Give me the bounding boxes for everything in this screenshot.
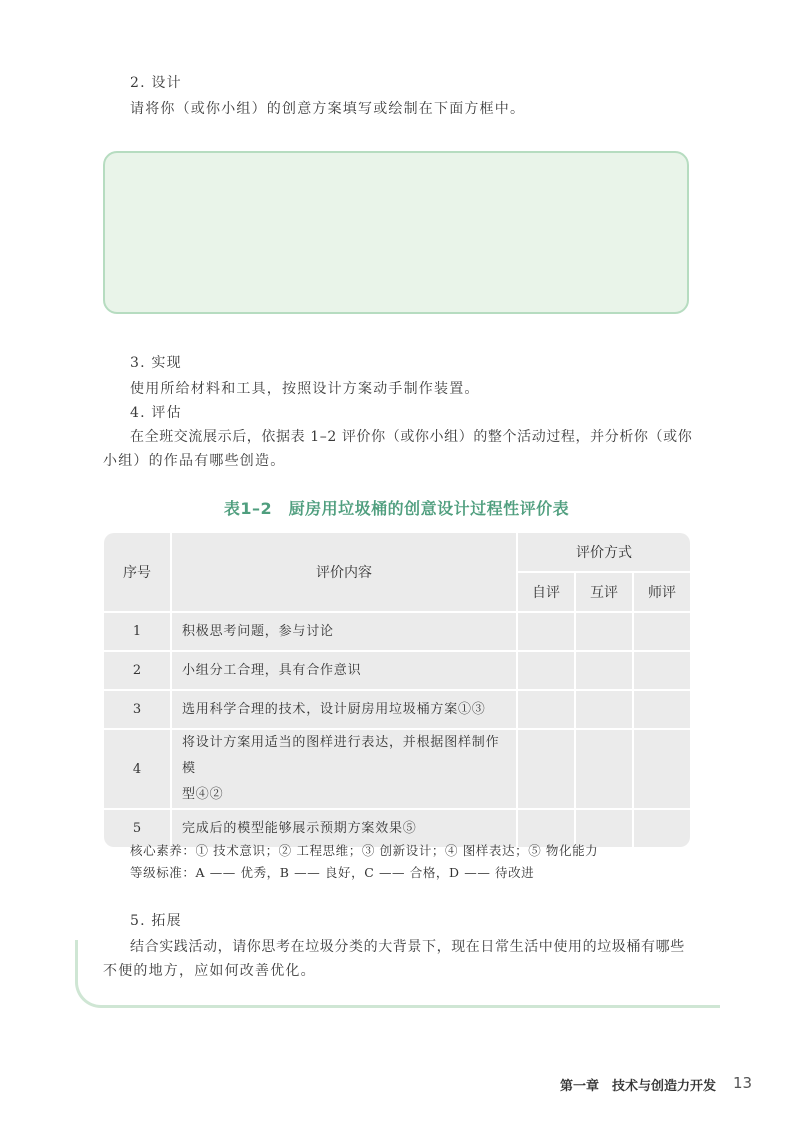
peer-eval-cell[interactable] [576, 613, 632, 650]
table-title: 表1–2 厨房用垃圾桶的创意设计过程性评价表 [223, 499, 570, 518]
self-eval-cell[interactable] [518, 691, 574, 728]
section-2-text: 请将你（或你小组）的创意方案填写或绘制在下面方框中。 [130, 101, 526, 117]
table-row [104, 691, 690, 728]
row-content: 小组分工合理，具有合作意识 [172, 652, 516, 689]
evaluation-table [102, 531, 692, 849]
peer-eval-cell[interactable] [576, 691, 632, 728]
table-row [104, 730, 690, 808]
teacher-eval-cell[interactable] [634, 810, 690, 847]
row-content-line: 型④② [182, 787, 224, 802]
section-5-text-line2: 不便的地方，应如何改善优化。 [103, 963, 316, 979]
header-content: 评价内容 [172, 533, 516, 611]
chapter-label: 第一章 技术与创造力开发 [560, 1079, 717, 1094]
row-content [172, 730, 516, 808]
row-content: 完成后的模型能够展示预期方案效果⑤ [172, 810, 516, 847]
peer-eval-cell[interactable] [576, 730, 632, 808]
grading-standard-note: 等级标准：A —— 优秀，B —— 良好，C —— 合格，D —— 待改进 [130, 865, 535, 880]
section-5-heading: 5. 拓展 [130, 913, 182, 929]
core-literacy-note: 核心素养：① 技术意识；② 工程思维；③ 创新设计；④ 图样表达；⑤ 物化能力 [130, 843, 599, 858]
row-content: 选用科学合理的技术，设计厨房用垃圾桶方案①③ [172, 691, 516, 728]
header-method: 评价方式 [518, 533, 690, 571]
section-4-text-line2: 小组）的作品有哪些创造。 [103, 453, 286, 469]
teacher-eval-cell[interactable] [634, 613, 690, 650]
section-3-text: 使用所给材料和工具，按照设计方案动手制作装置。 [130, 381, 480, 397]
table-row [104, 652, 690, 689]
row-number: 3 [104, 691, 170, 728]
teacher-eval-cell[interactable] [634, 691, 690, 728]
section-4-heading: 4. 评估 [130, 405, 182, 421]
row-number: 2 [104, 652, 170, 689]
teacher-eval-cell[interactable] [634, 652, 690, 689]
header-peer: 互评 [576, 573, 632, 611]
self-eval-cell[interactable] [518, 730, 574, 808]
row-number: 1 [104, 613, 170, 650]
teacher-eval-cell[interactable] [634, 730, 690, 808]
design-answer-box[interactable] [103, 151, 689, 314]
section-4-text-line1: 在全班交流展示后，依据表 1–2 评价你（或你小组）的整个活动过程，并分析你（或你 [130, 429, 693, 445]
section-3-heading: 3. 实现 [130, 355, 182, 371]
row-number: 4 [104, 730, 170, 808]
table-row [104, 613, 690, 650]
self-eval-cell[interactable] [518, 652, 574, 689]
row-content: 积极思考问题，参与讨论 [172, 613, 516, 650]
header-self: 自评 [518, 573, 574, 611]
section-5-text-line1: 结合实践活动，请你思考在垃圾分类的大背景下，现在日常生活中使用的垃圾桶有哪些 [130, 939, 685, 955]
section-2-heading: 2. 设计 [130, 75, 182, 91]
row-number: 5 [104, 810, 170, 847]
peer-eval-cell[interactable] [576, 652, 632, 689]
header-teacher: 师评 [634, 573, 690, 611]
header-no: 序号 [104, 533, 170, 611]
page-number: 13 [733, 1074, 753, 1092]
self-eval-cell[interactable] [518, 613, 574, 650]
row-content-line: 将设计方案用适当的图样进行表达，并根据图样制作模 [182, 735, 500, 776]
